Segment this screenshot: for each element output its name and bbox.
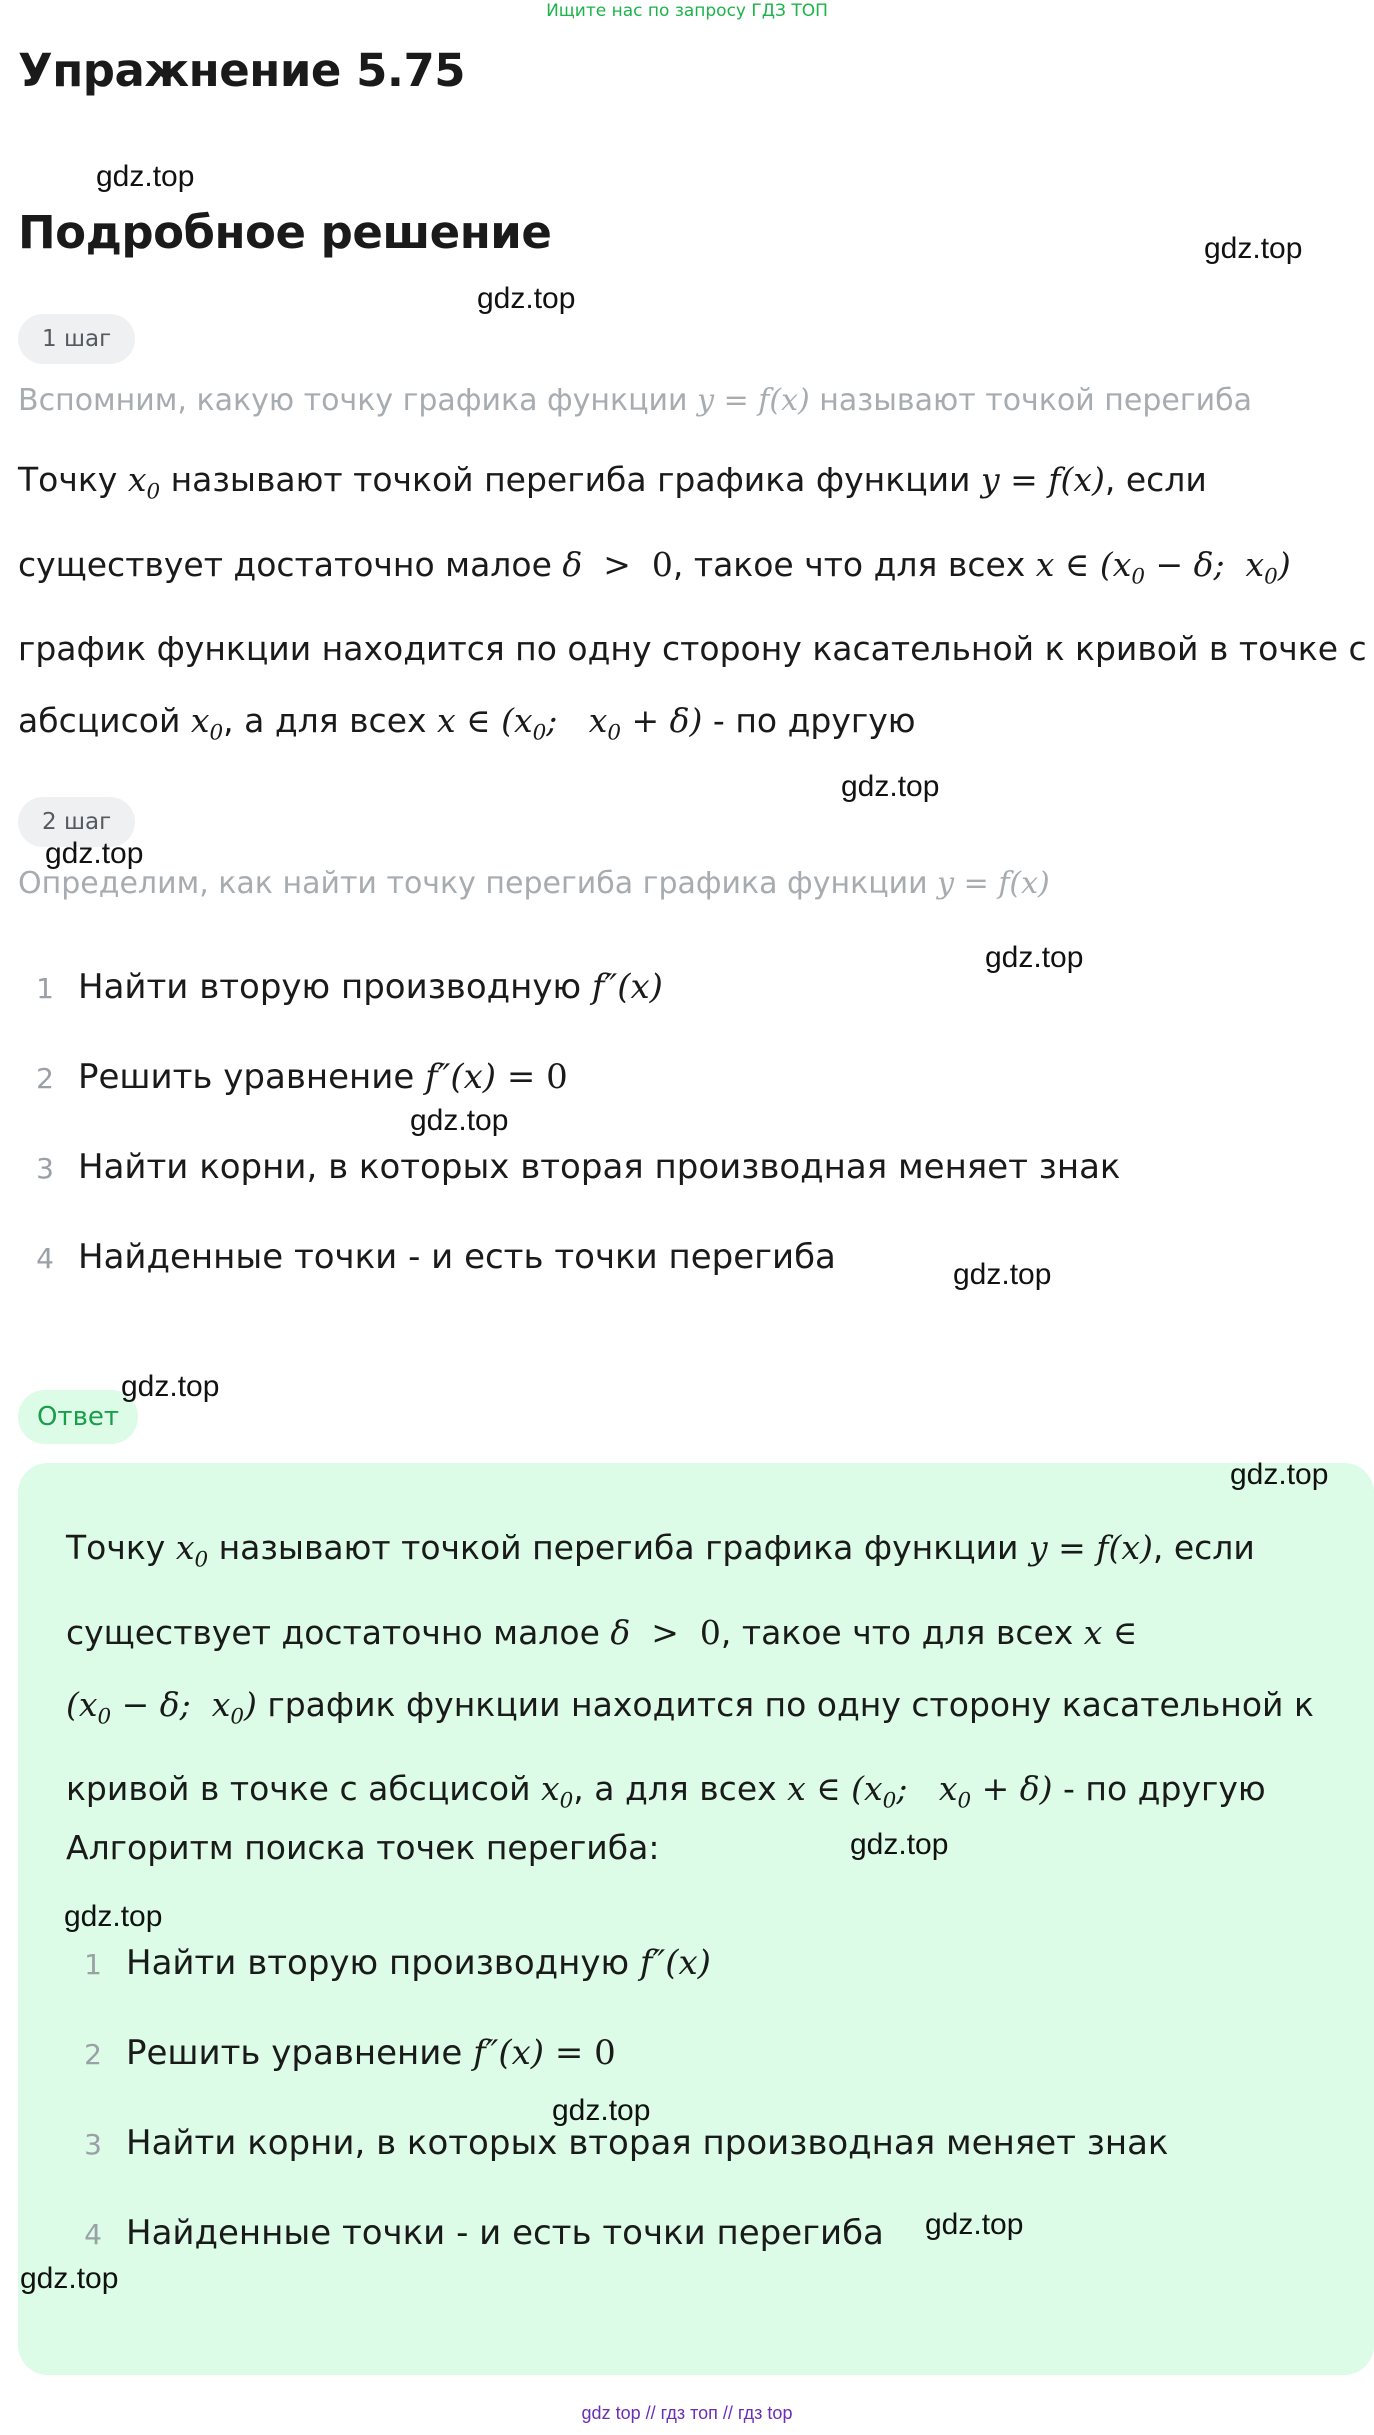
- watermark: gdz.top: [1230, 1458, 1329, 1491]
- watermark: gdz.top: [850, 1828, 949, 1861]
- top-banner: Ищите нас по запросу ГДЗ ТОП: [546, 1, 828, 21]
- answer-item-2: 2 Решить уравнение f″(x) = 0: [84, 2033, 616, 2073]
- answer-body: Точку $x_0$ называют точкой перегиба графика функции y = f(x), если существует достаточно малое δ > 0, такое что для всех x ∈ ($x_0 - \delta$; $x_0$) график функции находится по одну сторону касательной к кривой в точке с абсцисой $x_0$, а для всех x ∈ ($x_0$; $x_0 + \delta$) - по другую: [66, 1528, 1314, 1814]
- step-2-item-4: 4 Найденные точки - и есть точки перегиба: [36, 1237, 836, 1277]
- watermark: gdz.top: [1204, 232, 1303, 265]
- watermark: gdz.top: [45, 837, 144, 870]
- watermark: gdz.top: [64, 1900, 163, 1933]
- watermark: gdz.top: [477, 282, 576, 315]
- watermark: gdz.top: [985, 941, 1084, 974]
- step-1-chip: 1 шаг: [18, 314, 135, 364]
- watermark: gdz.top: [20, 2262, 119, 2295]
- answer-item-1: 1 Найти вторую производную f″(x): [84, 1943, 711, 1983]
- step-2-description: Определим, как найти точку перегиба графика функции y = f(x): [18, 866, 1050, 901]
- step-2-chip: 2 шаг: [18, 797, 135, 847]
- section-title: Подробное решение: [18, 206, 552, 259]
- answer-item-3: 3 Найти корни, в которых вторая производная меняет знак: [84, 2123, 1169, 2163]
- watermark: gdz.top: [410, 1104, 509, 1137]
- step-1-description: Вспомним, какую точку графика функции y = f(x) называют точкой перегиба: [18, 383, 1252, 418]
- watermark: gdz.top: [121, 1370, 220, 1403]
- watermark: gdz.top: [925, 2208, 1024, 2241]
- answer-chip: Ответ: [18, 1390, 138, 1444]
- watermark: gdz.top: [953, 1258, 1052, 1291]
- watermark: gdz.top: [841, 770, 940, 803]
- step-2-item-2: 2 Решить уравнение f″(x) = 0: [36, 1057, 568, 1097]
- answer-item-4: 4 Найденные точки - и есть точки перегиба: [84, 2213, 884, 2253]
- watermark: gdz.top: [552, 2094, 651, 2127]
- footer: gdz top // гдз топ // гдз top: [581, 2403, 793, 2423]
- watermark: gdz.top: [96, 160, 195, 193]
- step-1-body: Точку $x_0$ называют точкой перегиба графика функции y = f(x), если существует достаточно малое δ > 0, такое что для всех x ∈ ($x_0 - \delta$; $x_0$) график функции находится по одну сторону касательной к кривой в точке с абсцисой $x_0$, а для всех x ∈ ($x_0$; $x_0 + \delta$) - по другую: [18, 460, 1367, 746]
- page-title: Упражнение 5.75: [18, 44, 466, 97]
- algorithm-title: Алгоритм поиска точек перегиба:: [66, 1828, 660, 1867]
- step-2-item-1: 1 Найти вторую производную f″(x): [36, 967, 663, 1007]
- step-2-item-3: 3 Найти корни, в которых вторая производная меняет знак: [36, 1147, 1121, 1187]
